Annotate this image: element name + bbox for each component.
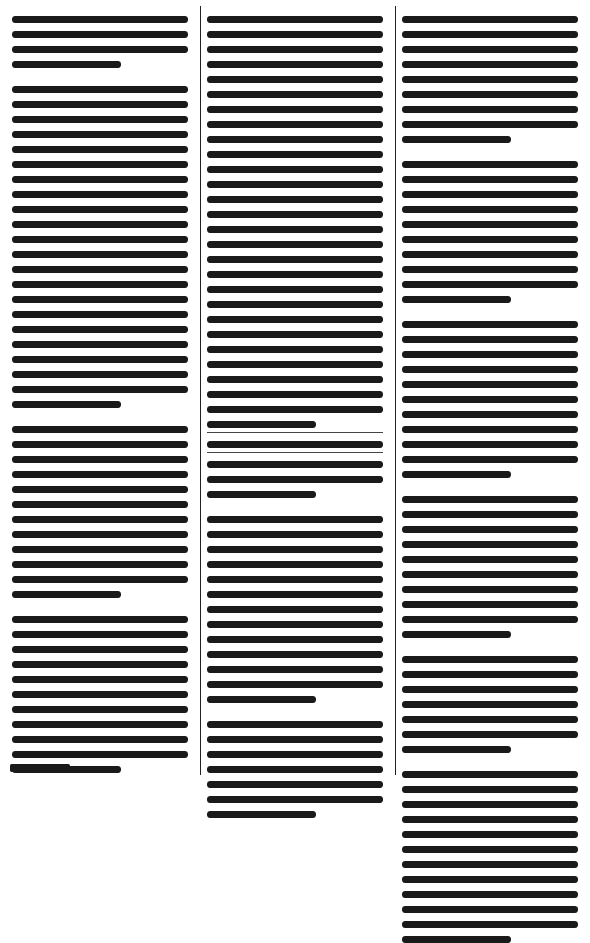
footer-mark — [10, 764, 70, 772]
text-columns — [6, 6, 584, 775]
middle-column — [200, 6, 389, 775]
left-column — [6, 6, 194, 775]
right-column — [395, 6, 584, 775]
page-footer — [6, 761, 194, 775]
